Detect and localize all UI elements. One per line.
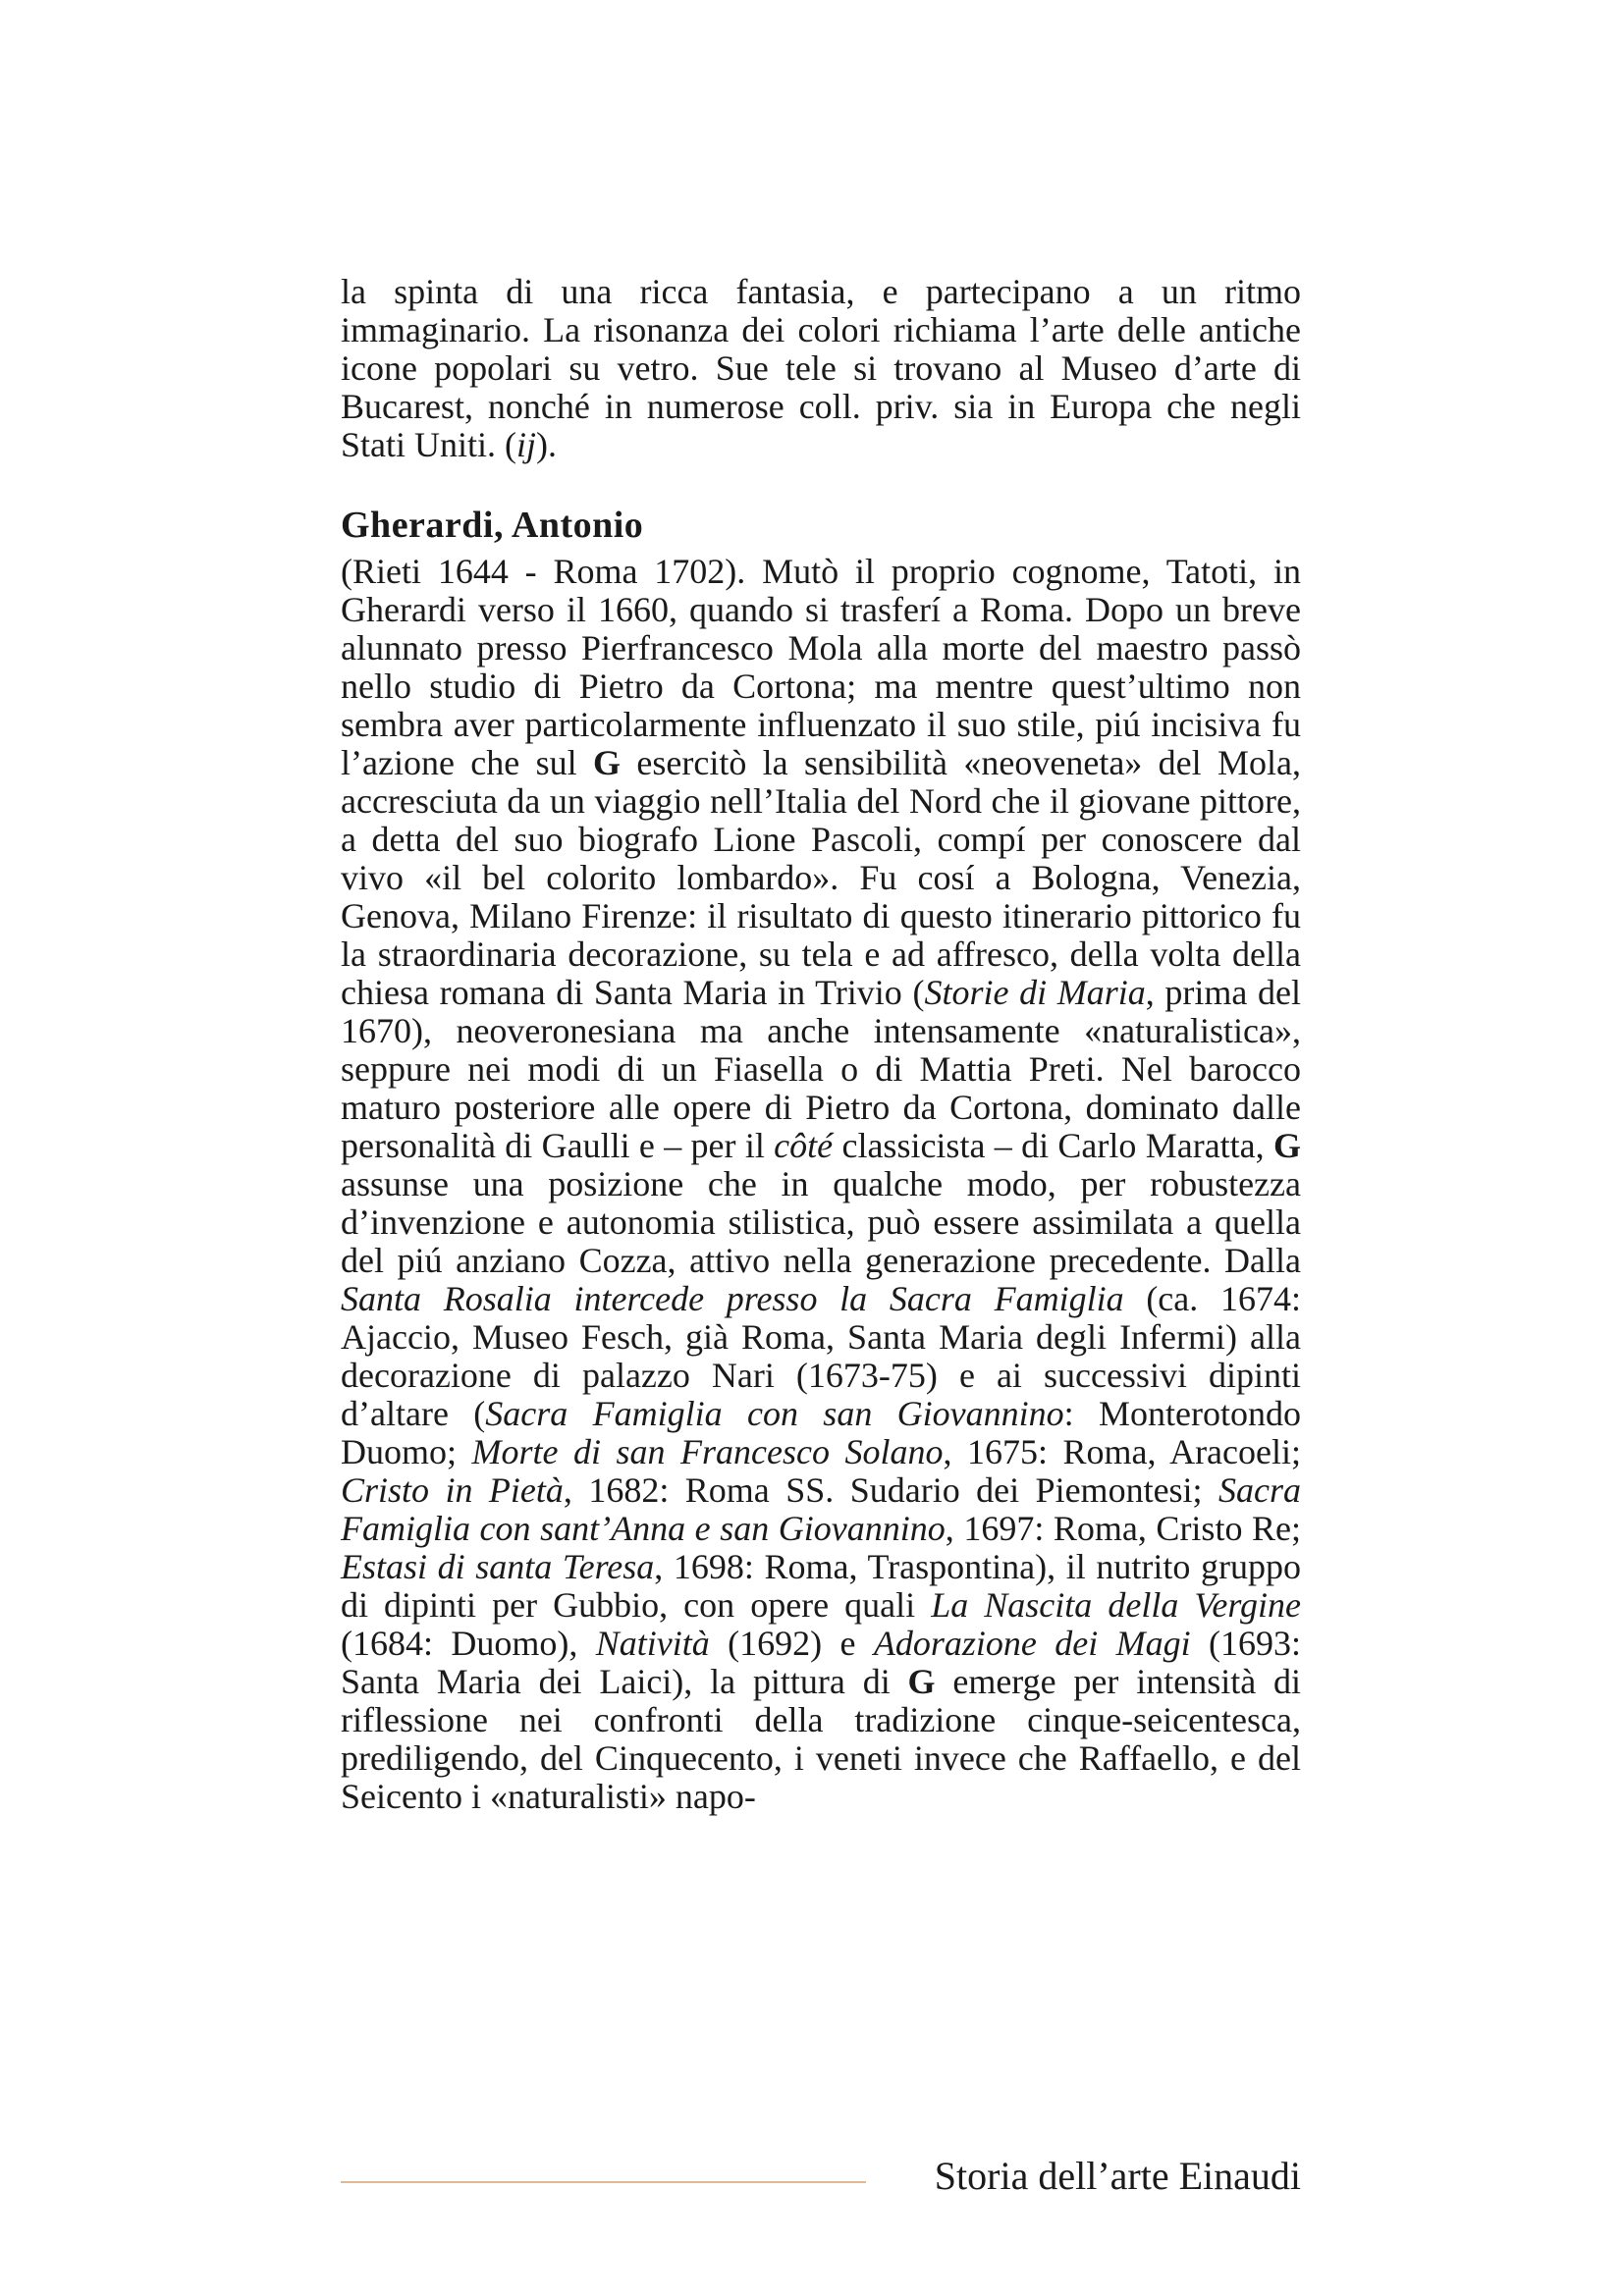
body-text: assunse una posizione che in qualche modo, per robustezza d’invenzione e autonomia stilistica, può essere assimilata a quella del piú anziano Cozza, attivo nella generazione precedente. Dalla	[341, 1164, 1301, 1280]
artwork-title: côté	[774, 1126, 834, 1165]
footer-publication-title: Storia dell’arte Einaudi	[934, 2154, 1301, 2198]
body-text: : Monterotondo Duomo;	[341, 1394, 1301, 1471]
continuation-paragraph: la spinta di una ricca fantasia, e partecipano a un ritmo immaginario. La risonanza dei colori richiama l’arte delle antiche icone popolari su vetro. Sue tele si trovano al Museo d’arte di Bucarest, nonché in numerose coll. priv. sia in Europa che negli Stati Uniti. (ij).	[341, 272, 1301, 464]
body-text: classicista – di Carlo Maratta,	[833, 1126, 1273, 1165]
body-text: , 1697: Roma, Cristo Re;	[945, 1509, 1301, 1548]
entry-body	[341, 553, 1301, 1816]
body-text: (Rieti 1644 - Roma 1702). Mutò il proprio cognome, Tatoti, in Gherardi verso il 1660, quando si trasferí a Roma. Dopo un breve alunnato presso Pierfrancesco Mola alla morte del maestro passò nello studio di Pietro da Cortona; ma mentre quest’ultimo non sembra aver particolarmente influenzato il suo stile, piú incisiva fu l’azione che sul	[341, 552, 1301, 782]
body-text: , 1675: Roma, Aracoeli;	[943, 1432, 1301, 1471]
artwork-title: Santa Rosalia intercede presso la Sacra Famiglia	[341, 1279, 1124, 1318]
artist-abbreviation: G	[593, 743, 622, 782]
body-text: , prima del 1670), neoveronesiana ma anche intensamente «naturalistica», seppure nei modi di un Fiasella o di Mattia Preti. Nel barocco maturo posteriore alle opere di Pietro da Cortona, dominato dalle personalità di Gaulli e – per il	[341, 973, 1302, 1165]
artwork-title: Storie di Maria	[924, 973, 1146, 1012]
continuation-text: la spinta di una ricca fantasia, e partecipano a un ritmo immaginario. La risonanza dei colori richiama l’arte delle antiche icone popolari su vetro. Sue tele si trovano al Museo d’arte di Bucarest, nonché in numerose coll. priv. sia in Europa che negli Stati Uniti.	[341, 272, 1301, 464]
body-text: esercitò la sensibilità «neoveneta» del Mola, accresciuta da un viaggio nell’Italia del Nord che il giovane pittore, a detta del suo biografo Lione Pascoli, compí per conoscere dal vivo «il bel colorito lombardo». Fu cosí a Bologna, Venezia, Genova, Milano Firenze: il risultato di questo itinerario pittorico fu la straordinaria decorazione, su tela e ad affresco, della volta della chiesa romana di Santa Maria in Trivio (	[341, 743, 1301, 1012]
continuation-close: ).	[536, 425, 558, 464]
body-text: emerge per intensità di riflessione nei confronti della tradizione cinque-seicentesca, prediligendo, del Cinquecento, i veneti invece che Raffaello, e del Seicento i «naturalisti» napo-	[341, 1662, 1302, 1816]
entry-heading: Gherardi, Antonio	[341, 505, 644, 546]
footer-rule	[341, 2181, 866, 2183]
artist-abbreviation: G	[907, 1662, 936, 1701]
artwork-title: Estasi di santa Teresa	[341, 1547, 655, 1586]
artwork-title: Sacra Famiglia con sant’Anna e san Giovannino	[341, 1470, 1301, 1548]
page-body	[341, 273, 1301, 1816]
artwork-title: Natività	[595, 1624, 710, 1663]
body-text: , 1698: Roma, Traspontina), il nutrito gruppo di dipinti per Gubbio, con opere quali	[341, 1547, 1301, 1625]
artwork-title: La Nascita della Vergine	[931, 1585, 1301, 1625]
artist-abbreviation: G	[1272, 1126, 1301, 1165]
body-text: (1693: Santa Maria dei Laici), la pittura di	[341, 1624, 1301, 1701]
body-text: (1692) e	[709, 1624, 874, 1663]
body-text: , 1682: Roma SS. Sudario dei Piemontesi;	[563, 1470, 1218, 1510]
body-text: (ca. 1674: Ajaccio, Museo Fesch, già Roma, Santa Maria degli Infermi) alla decorazione di palazzo Nari (1673-75) e ai successivi dipinti d’altare (	[341, 1279, 1301, 1433]
artwork-title: Morte di san Francesco Solano	[471, 1432, 944, 1471]
body-text: (1684: Duomo),	[341, 1624, 596, 1663]
artwork-title: Cristo in Pietà	[341, 1470, 564, 1510]
artwork-title: Sacra Famiglia con san Giovannino	[485, 1394, 1064, 1433]
page-footer	[341, 2152, 1301, 2211]
author-initials: ij	[516, 425, 537, 464]
artwork-title: Adorazione dei Magi	[873, 1624, 1191, 1663]
